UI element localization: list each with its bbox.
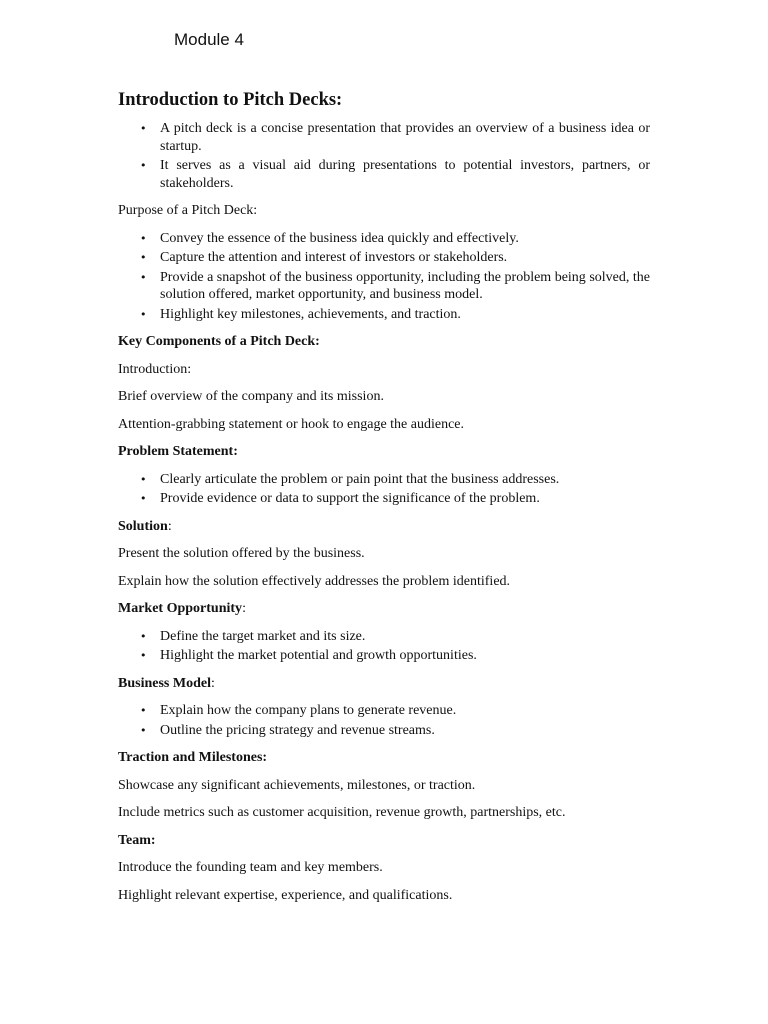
solution-line: Present the solution offered by the business. bbox=[118, 546, 365, 561]
bullet-icon: • bbox=[140, 723, 147, 737]
list-item bbox=[118, 230, 650, 248]
introduction-line: Attention-grabbing statement or hook to engage the audience. bbox=[118, 416, 465, 432]
solution-heading-text: Solution bbox=[118, 518, 168, 534]
list-item-text: Highlight the market potential and growth opportunities. bbox=[160, 648, 477, 663]
intro-bullet-list bbox=[118, 120, 650, 192]
bullet-icon: • bbox=[140, 492, 147, 505]
bullet-icon: • bbox=[140, 649, 147, 662]
market-heading-text: Market Opportunity bbox=[118, 601, 243, 616]
document-body bbox=[118, 88, 650, 914]
team-line: Highlight relevant expertise, experience, and qualifications. bbox=[118, 887, 453, 903]
list-item-text: Capture the attention and interest of investors or stakeholders. bbox=[160, 250, 508, 265]
list-item bbox=[118, 249, 650, 267]
bullet-icon: • bbox=[140, 270, 147, 284]
list-item bbox=[118, 490, 650, 508]
list-item bbox=[118, 269, 650, 304]
problem-bullet-list bbox=[118, 471, 650, 508]
bullet-icon: • bbox=[140, 231, 147, 245]
solution-heading bbox=[118, 518, 650, 536]
team-heading: Team: bbox=[118, 832, 156, 848]
introduction-label: Introduction: bbox=[118, 361, 192, 377]
list-item-text: Provide evidence or data to support the significance of the problem. bbox=[160, 491, 540, 506]
list-item-text: Highlight key milestones, achievements, and traction. bbox=[160, 306, 461, 322]
bullet-icon: • bbox=[140, 122, 147, 135]
bullet-icon: • bbox=[140, 629, 147, 643]
list-item-text: Outline the pricing strategy and revenue streams. bbox=[160, 722, 435, 738]
heading-colon: : bbox=[242, 601, 246, 616]
bullet-icon: • bbox=[140, 472, 147, 486]
purpose-label: Purpose of a Pitch Deck: bbox=[118, 203, 258, 218]
business-model-heading-text: Business Model bbox=[118, 675, 211, 691]
purpose-bullet-list bbox=[118, 230, 650, 324]
key-components-heading: Key Components of a Pitch Deck: bbox=[118, 334, 320, 349]
market-heading bbox=[118, 600, 650, 618]
heading-colon: : bbox=[167, 518, 172, 534]
module-label: Module 4 bbox=[174, 30, 244, 49]
traction-heading: Traction and Milestones: bbox=[118, 750, 268, 765]
list-item bbox=[118, 702, 650, 720]
list-item-text: Define the target market and its size. bbox=[160, 628, 366, 644]
business-model-heading bbox=[118, 675, 650, 693]
bullet-icon: • bbox=[140, 251, 147, 264]
list-item bbox=[118, 722, 650, 740]
list-item bbox=[118, 120, 650, 155]
traction-line: Include metrics such as customer acquisition, revenue growth, partnerships, etc. bbox=[118, 805, 566, 820]
list-item bbox=[118, 628, 650, 646]
list-item-text: Explain how the company plans to generate revenue. bbox=[160, 703, 457, 718]
list-item bbox=[118, 306, 650, 324]
list-item bbox=[118, 647, 650, 665]
list-item-text: Provide a snapshot of the business opportunity, including the problem being solved, the solution offered, market opportunity, and business model. bbox=[160, 269, 650, 302]
list-item-text: It serves as a visual aid during presentations to potential investors, partners, or stakeholders. bbox=[160, 158, 650, 191]
business-model-bullet-list bbox=[118, 702, 650, 739]
list-item bbox=[118, 157, 650, 192]
list-item bbox=[118, 471, 650, 489]
solution-line: Explain how the solution effectively addresses the problem identified. bbox=[118, 573, 511, 589]
bullet-icon: • bbox=[140, 704, 147, 717]
problem-heading: Problem Statement: bbox=[118, 444, 238, 459]
team-line: Introduce the founding team and key members. bbox=[118, 860, 383, 875]
market-bullet-list bbox=[118, 628, 650, 665]
introduction-line: Brief overview of the company and its mission. bbox=[118, 389, 384, 404]
traction-line: Showcase any significant achievements, milestones, or traction. bbox=[118, 777, 476, 793]
list-item-text: A pitch deck is a concise presentation that provides an overview of a business idea or startup. bbox=[160, 121, 650, 154]
list-item-text: Convey the essence of the business idea quickly and effectively. bbox=[160, 230, 519, 246]
bullet-icon: • bbox=[140, 159, 147, 172]
bullet-icon: • bbox=[140, 307, 147, 321]
list-item-text: Clearly articulate the problem or pain point that the business addresses. bbox=[160, 471, 560, 487]
heading-colon: : bbox=[210, 675, 215, 691]
page-title: Introduction to Pitch Decks: bbox=[118, 90, 343, 110]
